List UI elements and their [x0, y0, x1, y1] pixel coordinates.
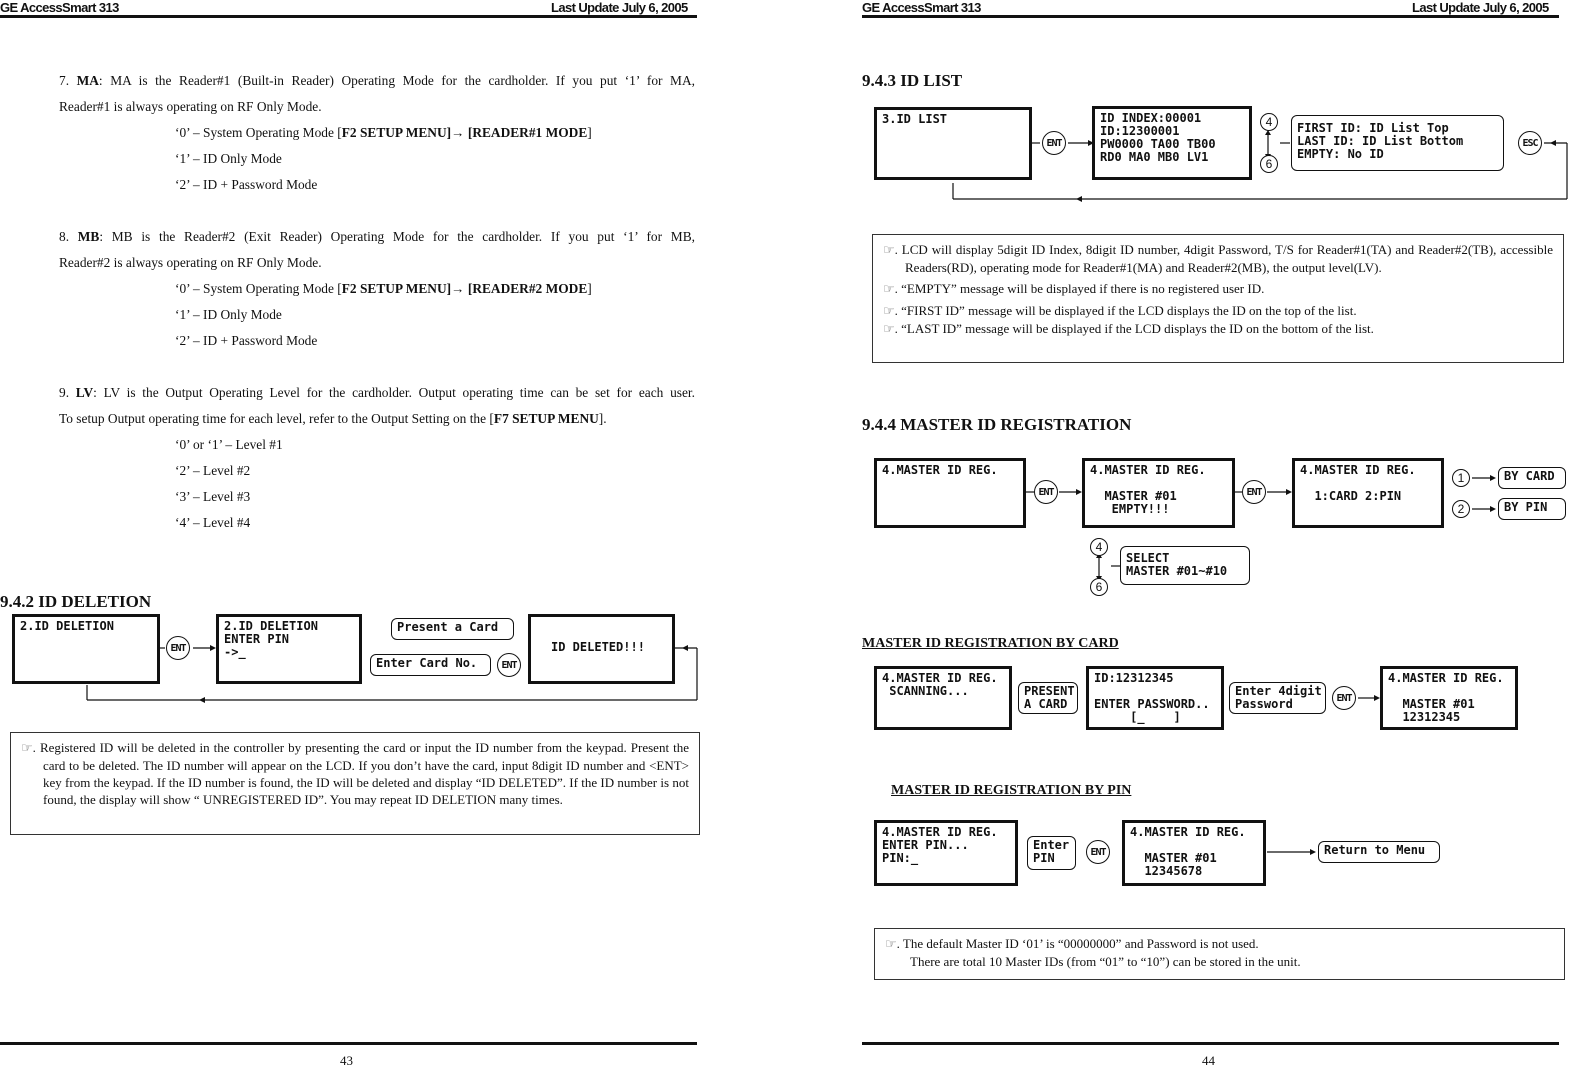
item8-key: MB: [77, 229, 100, 244]
id-list-legend-bubble: FIRST ID: ID List Top LAST ID: ID List Bottom EMPTY: No ID: [1291, 115, 1504, 171]
ent-key-icon: ENT: [1086, 840, 1110, 864]
key-4-icon: 4: [1090, 538, 1108, 556]
item8-option-1: ‘1’ – ID Only Mode: [175, 307, 282, 322]
id-list-heading: 9.4.3 ID LIST: [862, 71, 963, 90]
item7-option-2: ‘2’ – ID + Password Mode: [175, 177, 318, 192]
by-card-lcd-3: 4.MASTER ID REG. MASTER #01 12312345: [1380, 666, 1518, 730]
master-note: [874, 928, 1565, 980]
id-deletion-note-text: . Registered ID will be deleted in the controller by presenting the card or input the ID number from the keypad. Present the card to be deleted. The ID number will appear on the LCD. If you don’t have the card, input 8digit ID number and <ENT> key from the keypad. If the ID number is found, the ID will be deleted and display “ID DELETED”. If the ID number is not found, the display will show “ UNREGISTERED ID”. You may repeat ID DELETION many times.: [32, 740, 689, 807]
present-card-bubble: PRESENT A CARD: [1018, 682, 1078, 714]
master-note-1: ☞. The default Master ID ‘01’ is “00000000” and Password is not used.: [885, 936, 1259, 952]
key-6-icon: 6: [1090, 578, 1108, 596]
item8-number: 8.: [59, 229, 70, 244]
ent-key-icon: ENT: [1034, 480, 1058, 504]
ent-key-icon: ENT: [1242, 480, 1266, 504]
id-deletion-lcd-3: ID DELETED!!!: [528, 614, 675, 684]
hand-pointer-icon: ☞: [885, 937, 897, 952]
by-pin-heading: MASTER ID REGISTRATION BY PIN: [891, 783, 1132, 798]
enter-card-no-bubble: Enter Card No.: [370, 654, 491, 676]
by-card-lcd-2: ID:12312345 ENTER PASSWORD.. [_ ]: [1086, 666, 1224, 730]
right-header-product: GE AccessSmart 313: [862, 0, 981, 15]
item9-number: 9.: [59, 385, 70, 400]
item9-key: LV: [75, 385, 94, 400]
item9-text-2: To setup Output operating time for each level, refer to the Output Setting on the [F7 SETUP MENU].: [59, 411, 607, 426]
right-header-update: Last Update July 6, 2005: [1412, 0, 1549, 15]
return-to-menu-bubble: Return to Menu: [1318, 841, 1440, 863]
item7-option-1: ‘1’ – ID Only Mode: [175, 151, 282, 166]
key-6-icon: 6: [1260, 155, 1278, 173]
key-1-icon: 1: [1452, 469, 1470, 487]
present-card-bubble: Present a Card: [391, 618, 514, 640]
item7-text-2: Reader#1 is always operating on RF Only Mode.: [59, 99, 322, 114]
enter-pin-bubble: Enter PIN: [1027, 836, 1076, 870]
id-list-lcd-1: 3.ID LIST: [874, 107, 1032, 180]
id-deletion-lcd-1: 2.ID DELETION: [12, 614, 160, 684]
by-card-bubble: BY CARD: [1498, 467, 1566, 489]
by-pin-lcd-2: 4.MASTER ID REG. MASTER #01 12345678: [1122, 820, 1266, 886]
id-list-note-2: ☞. “EMPTY” message will be displayed if there is no registered user ID.: [883, 281, 1265, 297]
item8-option-2: ‘2’ – ID + Password Mode: [175, 333, 318, 348]
master-reg-lcd-1: 4.MASTER ID REG.: [874, 458, 1026, 528]
id-deletion-heading: 9.4.2 ID DELETION: [0, 592, 152, 611]
item9-text: : LV is the Output Operating Level for the cardholder. Output operating time can be set for each user.: [93, 385, 695, 400]
hand-pointer-icon: ☞: [21, 741, 33, 756]
left-header-update: Last Update July 6, 2005: [551, 0, 688, 15]
item9-level-4: ‘4’ – Level #4: [175, 515, 251, 530]
ent-key-icon: ENT: [497, 653, 521, 677]
by-pin-bubble: BY PIN: [1498, 498, 1566, 520]
item9-level-3: ‘3’ – Level #3: [175, 489, 251, 504]
ent-key-icon: ENT: [166, 636, 190, 660]
enter-4digit-bubble: Enter 4digit Password: [1229, 682, 1326, 714]
by-pin-lcd-1: 4.MASTER ID REG. ENTER PIN... PIN:_: [874, 820, 1018, 886]
key-4-icon: 4: [1260, 113, 1278, 131]
item7-key: MA: [76, 73, 99, 88]
item7-text: : MA is the Reader#1 (Built-in Reader) Operating Mode for the cardholder. If you put ‘1’ for MA,: [98, 73, 695, 88]
master-reg-lcd-3: 4.MASTER ID REG. 1:CARD 2:PIN: [1292, 458, 1444, 528]
item8-text-2: Reader#2 is always operating on RF Only Mode.: [59, 255, 322, 270]
master-reg-lcd-2: 4.MASTER ID REG. MASTER #01 EMPTY!!!: [1082, 458, 1235, 528]
left-header-product: GE AccessSmart 313: [0, 0, 119, 15]
hand-pointer-icon: ☞: [883, 243, 895, 258]
esc-key-icon: ESC: [1518, 131, 1542, 155]
hand-pointer-icon: ☞: [883, 304, 895, 319]
ent-key-icon: ENT: [1042, 131, 1066, 155]
master-note-2: There are total 10 Master IDs (from “01” to “10”) can be stored in the unit.: [910, 954, 1301, 969]
id-list-note-4: ☞. “LAST ID” message will be displayed if the LCD displays the ID on the bottom of the list.: [883, 321, 1374, 337]
page-number-43: 43: [340, 1053, 353, 1068]
id-list-note-3: ☞. “FIRST ID” message will be displayed if the LCD displays the ID on the top of the list.: [883, 303, 1357, 319]
item9-level-2: ‘2’ – Level #2: [175, 463, 251, 478]
by-card-heading: MASTER ID REGISTRATION BY CARD: [862, 636, 1119, 651]
item8-option-0: ‘0’ – System Operating Mode [F2 SETUP MENU]→ [READER#2 MODE]: [175, 281, 592, 296]
id-deletion-lcd-2: 2.ID DELETION ENTER PIN ->_: [216, 614, 362, 684]
right-footer-rule: [862, 1042, 1559, 1045]
hand-pointer-icon: ☞: [883, 282, 895, 297]
hand-pointer-icon: ☞: [883, 322, 895, 337]
select-master-bubble: SELECT MASTER #01~#10: [1120, 546, 1250, 585]
by-card-lcd-1: 4.MASTER ID REG. SCANNING...: [874, 666, 1012, 730]
page-number-44: 44: [1202, 1053, 1215, 1068]
master-reg-heading: 9.4.4 MASTER ID REGISTRATION: [862, 415, 1132, 434]
item9-level-1: ‘0’ or ‘1’ – Level #1: [175, 437, 283, 452]
key-2-icon: 2: [1452, 500, 1470, 518]
item8-text: : MB is the Reader#2 (Exit Reader) Operating Mode for the cardholder. If you put ‘1’ for MB,: [99, 229, 695, 244]
item7-number: 7.: [59, 73, 70, 88]
item7-option-0: ‘0’ – System Operating Mode [F2 SETUP MENU]→ [READER#1 MODE]: [175, 125, 592, 140]
id-list-note-1: ☞. LCD will display 5digit ID Index, 8digit ID number, 4digit Password, T/S for Reader#1(TA) and Reader#2(TB), accessible Readers(RD), operating mode for Reader#1(MA) and Reader#2(MB), the output level(LV).: [883, 242, 1553, 275]
id-list-lcd-2: ID INDEX:00001 ID:12300001 PW0000 TA00 TB00 RD0 MA0 MB0 LV1: [1092, 106, 1252, 180]
ent-key-icon: ENT: [1332, 686, 1356, 710]
